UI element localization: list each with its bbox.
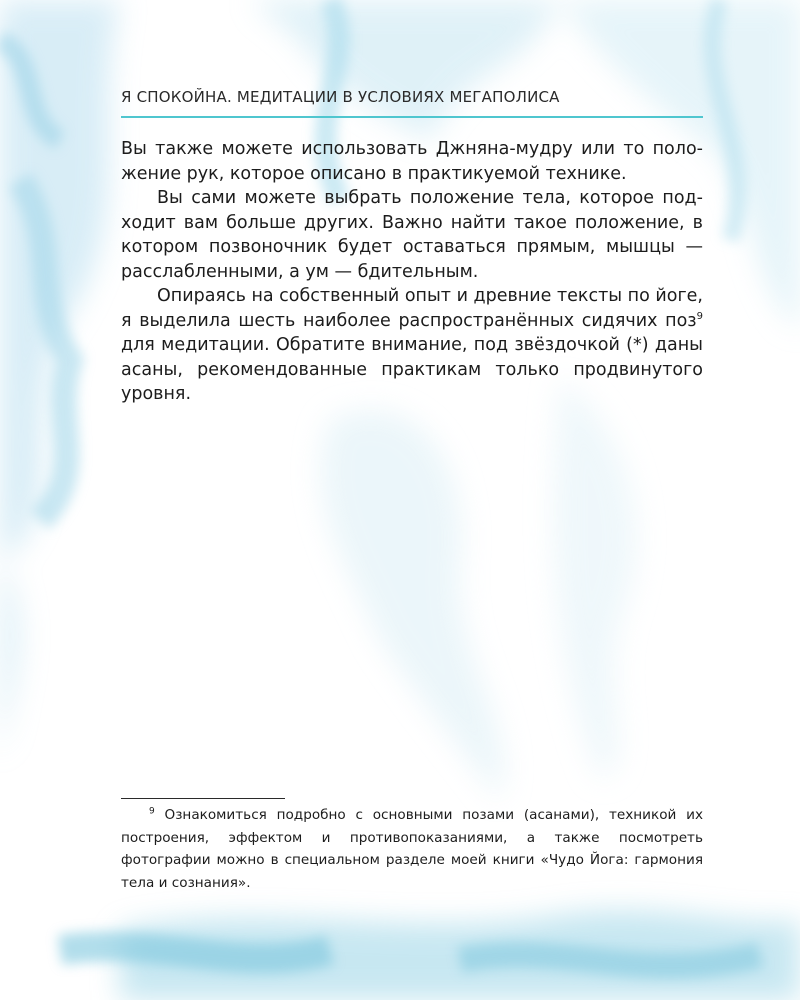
footnote-marker: 9	[149, 806, 155, 817]
body-text	[121, 137, 703, 407]
paragraph-text: Опираясь на собственный опыт и древние тексты по йоге, я выделила шесть наиболее распространённых сидячих поз	[121, 286, 703, 331]
paragraph: Вы сами можете выбрать положение тела, которое подходит вам больше других. Важно найти такое положение, в котором позвоночник будет оставаться прямым, мышцы — расслабленными, а ум — бдительным.	[121, 188, 703, 282]
header-rule	[121, 116, 703, 118]
paragraph	[121, 284, 703, 407]
footnote	[121, 804, 703, 894]
footnote-rule	[121, 798, 285, 799]
footnote-text: Ознакомиться подробно с основными позами (асанами), техникой их построения, эффектом и противопоказаниями, а также посмотреть фотографии можно в специальном разделе моей книги «Чудо Йога: гармония тела и сознания».	[121, 807, 703, 891]
paragraph: Вы также можете использовать Джняна-мудру или то положение рук, которое описано в практикуемой технике.	[121, 139, 703, 184]
footnote-reference[interactable]: 9	[696, 310, 703, 322]
running-head: Я СПОКОЙНА. МЕДИТАЦИИ В УСЛОВИЯХ МЕГАПОЛИСА	[121, 88, 560, 106]
paragraph-text: для медитации. Обратите внимание, под звёздочкой (*) даны асаны, рекомендованные практикам только продвинутого уровня.	[121, 335, 703, 404]
